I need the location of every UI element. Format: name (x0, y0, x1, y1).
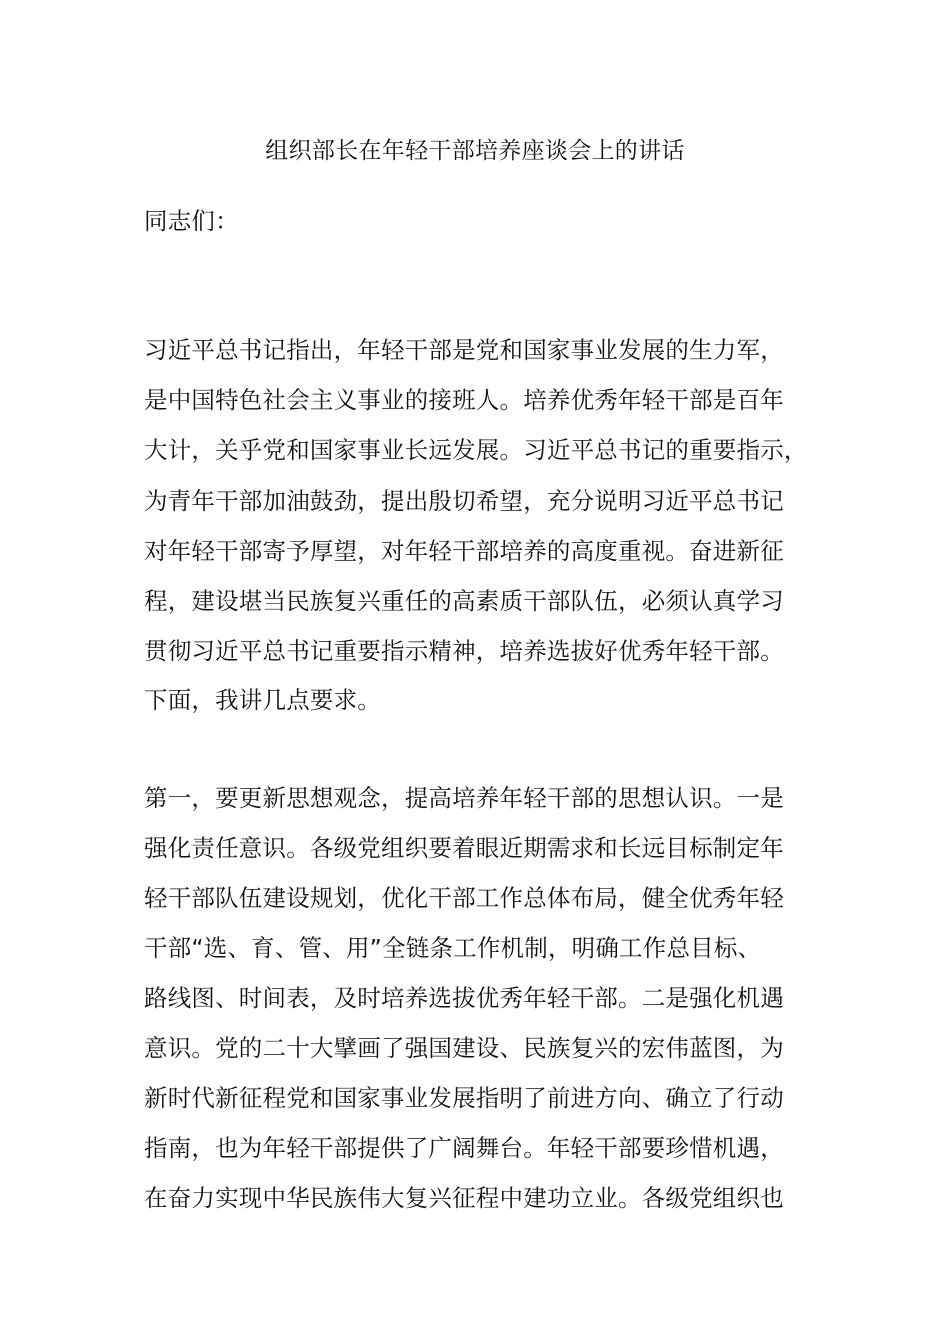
salutation: 同志们： (144, 207, 239, 235)
paragraph-line: 在奋力实现中华民族伟大复兴征程中建功立业。各级党组织也 (144, 1184, 784, 1212)
paragraph-line: 轻干部队伍建设规划，优化干部工作总体布局，健全优秀年轻 (144, 884, 784, 912)
paragraph-line: 新时代新征程党和国家事业发展指明了前进方向、确立了行动 (144, 1084, 784, 1112)
paragraph-line: 路线图、时间表，及时培养选拔优秀年轻干部。二是强化机遇 (144, 984, 784, 1012)
paragraph-line: 为青年干部加油鼓劲，提出殷切希望，充分说明习近平总书记 (144, 487, 784, 515)
paragraph-line: 程，建设堪当民族复兴重任的高素质干部队伍，必须认真学习 (144, 587, 784, 615)
paragraph-line: 第一，要更新思想观念，提高培养年轻干部的思想认识。一是 (144, 784, 784, 812)
paragraph-line: 指南，也为年轻干部提供了广阔舞台。年轻干部要珍惜机遇， (144, 1134, 784, 1162)
paragraph-line: 习近平总书记指出，年轻干部是党和国家事业发展的生力军， (144, 336, 784, 364)
paragraph-line: 下面，我讲几点要求。 (144, 686, 381, 714)
paragraph-line: 意识。党的二十大擘画了强国建设、民族复兴的宏伟蓝图，为 (144, 1034, 784, 1062)
paragraph-line: 强化责任意识。各级党组织要着眼近期需求和长远目标制定年 (144, 834, 784, 862)
paragraph-line: 对年轻干部寄予厚望，对年轻干部培养的高度重视。奋进新征 (144, 537, 784, 565)
paragraph-line: 贯彻习近平总书记重要指示精神，培养选拔好优秀年轻干部。 (144, 637, 784, 665)
document-title: 组织部长在年轻干部培养座谈会上的讲话 (265, 138, 685, 164)
paragraph-line: 大计，关乎党和国家事业长远发展。习近平总书记的重要指示， (144, 436, 808, 464)
paragraph-line: 干部“选、育、管、用”全链条工作机制，明确工作总目标、 (144, 934, 762, 962)
paragraph-line: 是中国特色社会主义事业的接班人。培养优秀年轻干部是百年 (144, 386, 784, 414)
